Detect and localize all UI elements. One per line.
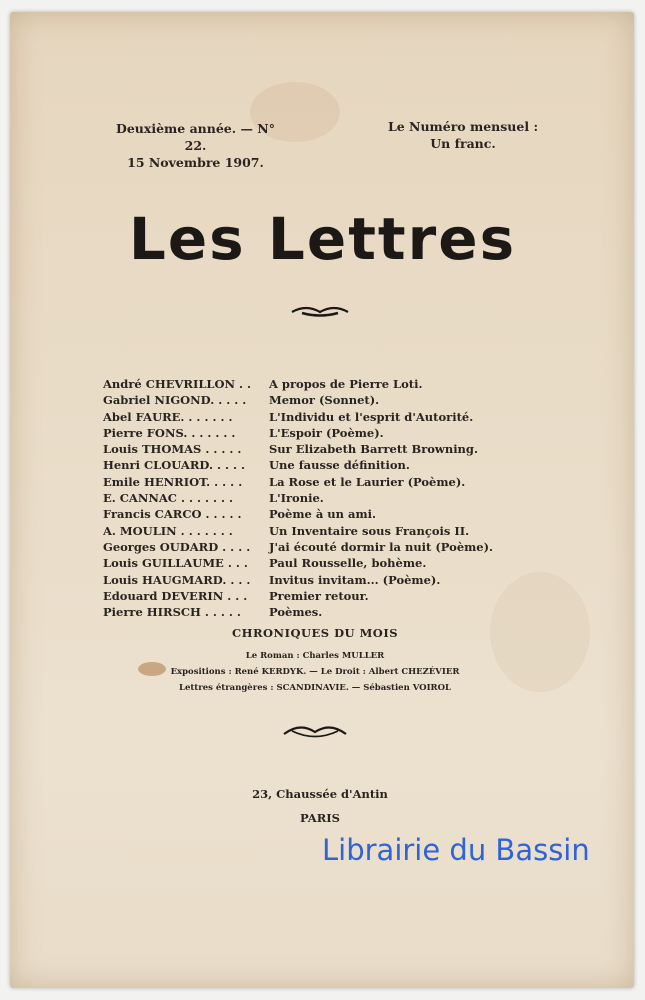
publisher-address: 23, Chaussée d'Antin [252,787,388,801]
toc-title: Paul Rousselle, bohème. [269,556,427,571]
toc-author: Henri CLOUARD. . . . . [103,458,245,473]
magazine-title: Les Lettres [128,205,517,273]
toc-title: Premier retour. [269,588,369,603]
toc-entry [103,409,503,425]
toc-entry [103,506,503,522]
toc-entry [103,539,503,555]
toc-title: Sur Elizabeth Barrett Browning. [269,442,478,457]
price-info [383,118,543,152]
toc-entry [103,523,503,539]
flourish-ornament-bottom [280,720,350,742]
toc-entry [103,588,503,604]
toc-author: Emile HENRIOT. . . . . [103,474,243,489]
toc-title: A propos de Pierre Loti. [269,377,423,391]
toc-entry [103,490,503,506]
table-of-contents [103,376,503,620]
toc-entry [103,457,503,473]
chronique-lettres-etrangeres: Lettres étrangères : SCANDINAVIE. — Sébastien VOIROL [179,683,451,693]
publisher-city: PARIS [300,811,340,825]
toc-title: Un Inventaire sous François II. [269,523,470,538]
toc-title: Poèmes. [269,605,323,620]
toc-title: L'Ironie. [269,491,324,506]
toc-entry [103,441,503,457]
toc-author: Abel FAURE. . . . . . . [103,409,233,424]
toc-author: A. MOULIN . . . . . . . [103,523,233,538]
issue-line: Deuxième année. — N° 22. [116,121,275,153]
toc-title: La Rose et le Laurier (Poème). [269,474,466,489]
bookseller-watermark: Librairie du Bassin [322,833,590,867]
issue-date: 15 Novembre 1907. [127,155,264,170]
toc-author: Louis THOMAS . . . . . [103,442,242,457]
toc-author: E. CANNAC . . . . . . . [103,491,233,506]
issue-info [103,120,288,171]
toc-author: Gabriel NIGOND. . . . . [103,393,247,408]
toc-entry [103,474,503,490]
toc-author: Pierre HIRSCH . . . . . [103,605,241,620]
toc-entry [103,572,503,588]
toc-entry [103,555,503,571]
toc-author: Edouard DEVERIN . . . [103,588,248,603]
toc-title: Invitus invitam... (Poème). [269,572,441,587]
toc-author: Louis HAUGMARD. . . . [103,572,251,587]
toc-author: Louis GUILLAUME . . . [103,556,248,571]
toc-title: Memor (Sonnet). [269,393,380,408]
toc-entry [103,604,503,620]
toc-title: L'Individu et l'esprit d'Autorité. [269,409,474,424]
toc-title: J'ai écouté dormir la nuit (Poème). [269,539,494,554]
price-label: Le Numéro mensuel : [387,119,539,134]
toc-entry [103,425,503,441]
toc-author: Georges OUDARD . . . . [103,539,251,554]
flourish-ornament-top [288,300,352,320]
price-value: Un franc. [430,136,496,151]
toc-author: Francis CARCO . . . . . [103,507,242,522]
toc-title: Une fausse définition. [269,458,410,473]
toc-entry [103,392,503,408]
toc-author: André CHEVRILLON . . [103,377,252,391]
chronique-expositions-droit: Expositions : René KERDYK. — Le Droit : Albert CHEZÉVIER [170,667,460,677]
chronique-roman: Le Roman : Charles MULLER [245,651,385,661]
toc-title: L'Espoir (Poème). [269,425,384,440]
chroniques-heading: CHRONIQUES DU MOIS [231,626,399,640]
toc-entry [103,376,503,392]
toc-author: Pierre FONS. . . . . . . [103,425,236,440]
toc-title: Poème à un ami. [269,507,376,522]
